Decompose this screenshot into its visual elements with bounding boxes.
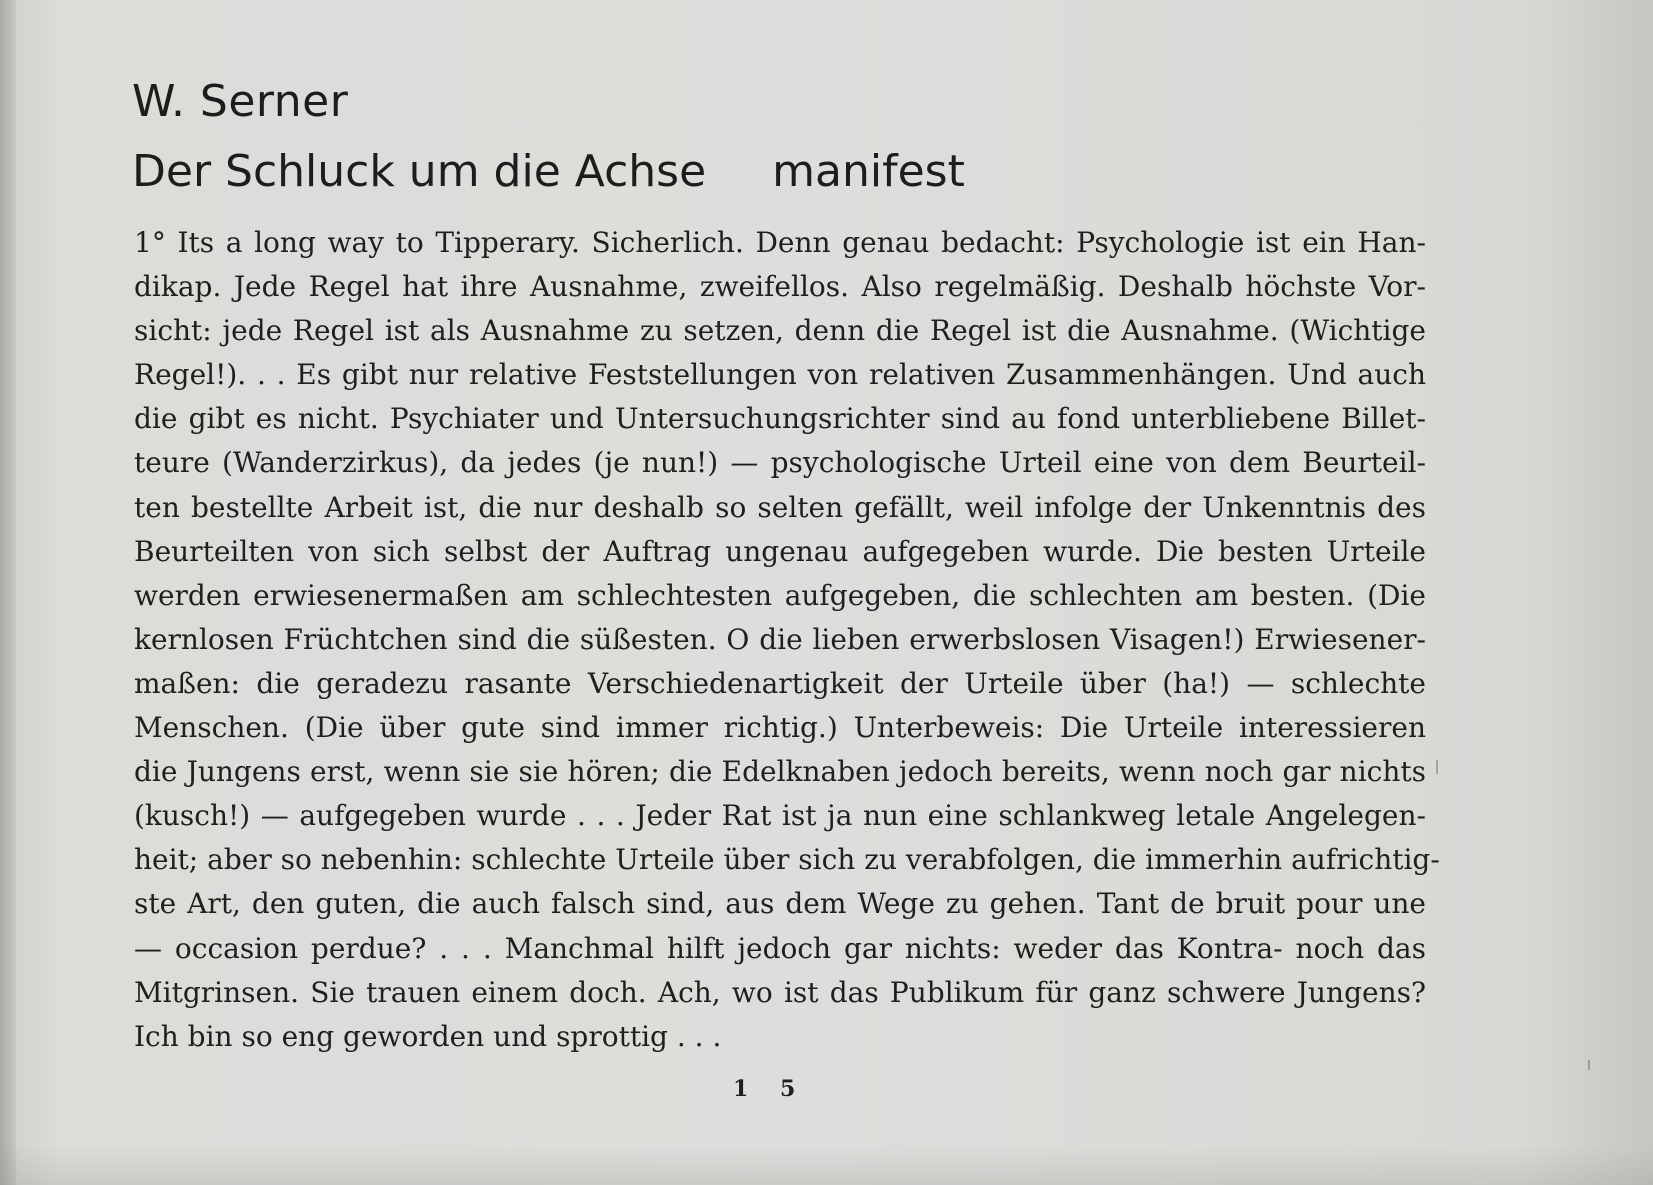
scan-speck xyxy=(1436,760,1438,774)
text-line: (kusch!) — aufgegeben wurde . . . Jeder Rat ist ja nun eine schlankweg letale Angelegen- xyxy=(134,799,1426,833)
text-line: Regel!). . . Es gibt nur relative Feststellungen von relativen Zusammenhängen. Und auch xyxy=(134,358,1426,392)
genre-label: manifest xyxy=(772,146,965,197)
text-line: 1° Its a long way to Tipperary. Sicherlich. Denn genau bedacht: Psychologie ist ein Han- xyxy=(134,226,1426,259)
text-line: heit; aber so nebenhin: schlechte Urteile über sich zu verabfolgen, die immerhin aufrichtig- xyxy=(134,843,1440,877)
text-line: werden erwiesenermaßen am schlechtesten aufgegeben, die schlechten am besten. (Die xyxy=(134,578,1426,612)
page-edge xyxy=(0,0,16,1185)
text-line: dikap. Jede Regel hat ihre Ausnahme, zweifellos. Also regelmäßig. Deshalb höchste Vor- xyxy=(134,270,1426,304)
text-line: die Jungens erst, wenn sie sie hören; die Edelknaben jedoch bereits, wenn noch gar nichts xyxy=(134,755,1426,789)
scan-speck xyxy=(1588,1060,1590,1070)
text-line: maßen: die geradezu rasante Verschiedenartigkeit der Urteile über (ha!) — schlechte xyxy=(134,666,1426,700)
text-line: Mitgrinsen. Sie trauen einem doch. Ach, wo ist das Publikum für ganz schwere Jungens? xyxy=(134,975,1426,1009)
text-line: ste Art, den guten, die auch falsch sind, aus dem Wege zu gehen. Tant de bruit pour une xyxy=(134,887,1426,921)
author-name: W. Serner xyxy=(132,76,349,127)
text-line: Beurteilten von sich selbst der Auftrag ungenau aufgegeben wurde. Die besten Urteile xyxy=(134,534,1426,568)
text-line: die gibt es nicht. Psychiater und Untersuchungsrichter sind au fond unterbliebene Billet- xyxy=(134,402,1426,436)
text-line: Menschen. (Die über gute sind immer richtig.) Unterbeweis: Die Urteile interessieren xyxy=(134,711,1426,745)
page-shadow xyxy=(0,1145,1653,1185)
page-number: 1 5 xyxy=(733,1076,808,1102)
article-title: Der Schluck um die Achse xyxy=(132,146,707,197)
text-line: — occasion perdue? . . . Manchmal hilft jedoch gar nichts: weder das Kontra- noch das xyxy=(134,931,1426,965)
text-line: kernlosen Früchtchen sind die süßesten. O die lieben erwerbslosen Visagen!) Erwiesener- xyxy=(134,622,1426,656)
text-line: teure (Wanderzirkus), da jedes (je nun!) — psychologische Urteil eine von dem Beurteil- xyxy=(134,446,1426,480)
text-line: Ich bin so eng geworden und sprottig . . . xyxy=(134,1019,722,1053)
text-line: sicht: jede Regel ist als Ausnahme zu setzen, denn die Regel ist die Ausnahme. (Wichtige xyxy=(134,314,1426,348)
body-text xyxy=(134,221,1440,1059)
text-line: ten bestellte Arbeit ist, die nur deshalb so selten gefällt, weil infolge der Unkenntnis des xyxy=(134,490,1426,524)
title-row xyxy=(132,146,965,197)
